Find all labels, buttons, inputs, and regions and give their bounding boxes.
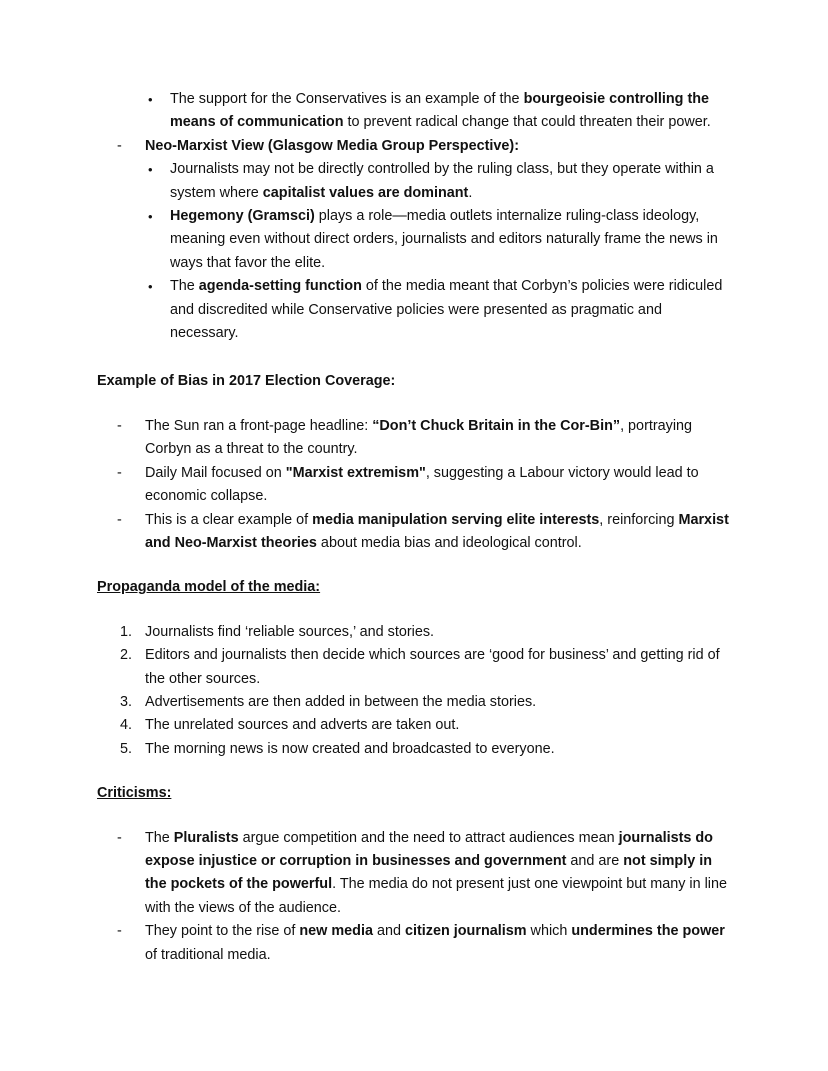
list-number: 4. xyxy=(120,717,133,734)
bullet-icon: • xyxy=(148,92,153,107)
section-heading: Example of Bias in 2017 Election Coverage: xyxy=(97,373,396,390)
dash-icon: - xyxy=(117,464,122,481)
list-item-text: Neo-Marxist View (Glasgow Media Group Perspective): xyxy=(145,137,519,154)
list-item xyxy=(97,462,733,509)
list-item xyxy=(97,827,733,921)
section-heading: Propaganda model of the media: xyxy=(97,579,321,596)
list-item xyxy=(97,621,733,644)
list-item-text: They point to the rise of new media and citizen journalism which undermines the power of traditional media. xyxy=(145,923,725,963)
bullet-icon: • xyxy=(148,209,153,225)
dash-icon: - xyxy=(117,417,122,434)
dash-icon: - xyxy=(117,511,122,528)
list-number: 5. xyxy=(120,740,133,757)
list-item xyxy=(97,714,733,737)
spacer xyxy=(97,600,733,621)
list-item-text: This is a clear example of media manipulation serving elite interests, reinforcing Marxist and Neo-Marxist theories about media bias and ideological control. xyxy=(145,511,729,551)
list-number: 1. xyxy=(120,623,133,640)
spacer xyxy=(97,761,733,782)
list-item xyxy=(97,920,733,967)
list-item-text: The agenda-setting function of the media meant that Corbyn’s policies were ridiculed and discredited while Conservative policies were presented as pragmatic and necessary. xyxy=(170,278,723,342)
list-item xyxy=(97,158,733,205)
spacer xyxy=(97,555,733,576)
list-item xyxy=(97,415,733,462)
list-item-text: Daily Mail focused on "Marxist extremism", suggesting a Labour victory would lead to economic collapse. xyxy=(145,464,699,505)
bullet-icon: • xyxy=(148,279,153,295)
list-item-text: Advertisements are then added in between the media stories. xyxy=(145,693,537,710)
list-number: 2. xyxy=(120,647,133,664)
list-item-text: The Pluralists argue competition and the need to attract audiences mean journalists do expose injustice or corruption in businesses and government and are not simply in the pockets of the powerful. The media do not present just one viewpoint but many in line with the views of the audience. xyxy=(145,829,728,916)
list-item-text: Editors and journalists then decide which sources are ‘good for business’ and getting rid of the other sources. xyxy=(145,647,720,687)
list-item-text: The unrelated sources and adverts are taken out. xyxy=(145,717,460,734)
list-item-text: The support for the Conservatives is an example of the bourgeoisie controlling the means of communication to prevent radical change that could threaten their power. xyxy=(170,91,711,131)
list-item-text: Journalists may not be directly controlled by the ruling class, but they operate within a system where capitalist values are dominant. xyxy=(170,161,714,201)
list-item xyxy=(97,691,733,714)
list-item-text: The Sun ran a front-page headline: “Don’t Chuck Britain in the Cor-Bin”, portraying Corbyn as a threat to the country. xyxy=(145,417,693,458)
list-item-text: Journalists find ‘reliable sources,’ and stories. xyxy=(145,623,435,640)
section-heading: Criticisms: xyxy=(97,785,172,802)
dash-icon: - xyxy=(117,137,122,154)
list-item xyxy=(97,509,733,556)
dash-icon: - xyxy=(117,829,122,846)
list-item xyxy=(97,205,733,275)
list-item-text: The morning news is now created and broadcasted to everyone. xyxy=(145,740,555,757)
list-item xyxy=(97,88,733,135)
list-item xyxy=(97,275,733,345)
bullet-icon: • xyxy=(148,162,153,178)
document-body xyxy=(97,88,733,967)
dash-icon: - xyxy=(117,923,122,940)
list-item xyxy=(97,644,733,691)
list-number: 3. xyxy=(120,693,133,710)
spacer xyxy=(97,806,733,827)
spacer xyxy=(97,394,733,415)
list-item xyxy=(97,738,733,761)
list-item xyxy=(97,135,733,158)
spacer xyxy=(97,345,733,370)
list-item-text: Hegemony (Gramsci) plays a role—media outlets internalize ruling-class ideology, meaning even without direct orders, journalists and editors naturally frame the news in ways that favor the elite. xyxy=(170,208,718,271)
